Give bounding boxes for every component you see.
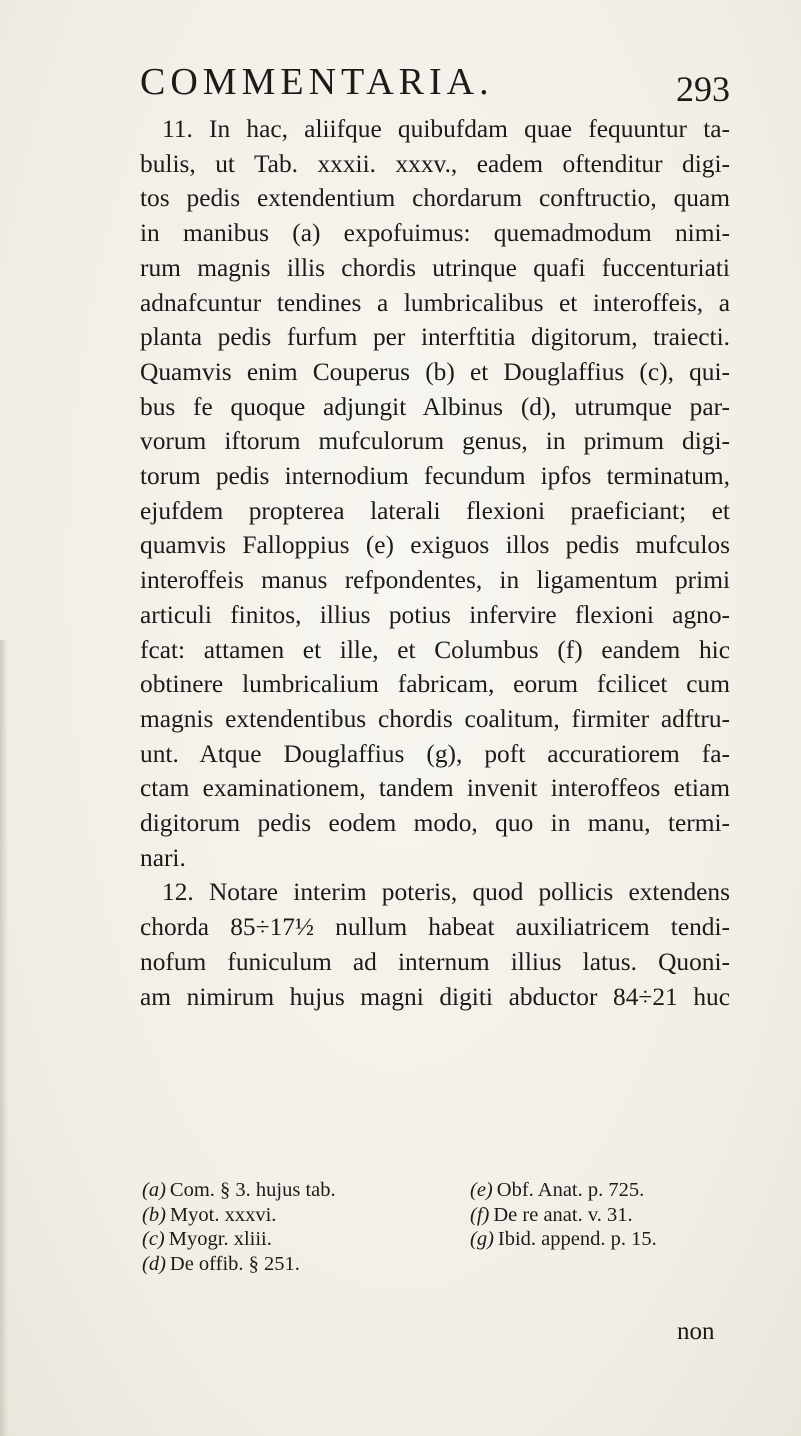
body-text bbox=[140, 112, 730, 1014]
footnote-mark: (g) bbox=[470, 1228, 494, 1250]
footnote bbox=[142, 1252, 392, 1277]
text-line: digitorum pedis eodem modo, quo in manu, termi- bbox=[140, 809, 730, 838]
footnote-text: Myot. xxxvi. bbox=[169, 1203, 277, 1226]
text-line: quamvis Falloppius (e) exiguos illos pedis mufculos bbox=[140, 531, 730, 560]
footnote-mark: (b) bbox=[142, 1203, 166, 1226]
footnote bbox=[142, 1227, 392, 1252]
footnote-text: Ibid. append. p. 15. bbox=[497, 1228, 657, 1250]
text-line: bulis, ut Tab. xxxii. xxxv., eadem oftenditur digi- bbox=[140, 149, 730, 178]
text-line: 12. Notare interim poteris, quod pollicis extendens bbox=[162, 878, 730, 907]
catchword: non bbox=[677, 1318, 715, 1345]
footnote bbox=[142, 1203, 392, 1228]
text-line: in manibus (a) expofuimus: quemadmodum nimi- bbox=[140, 219, 730, 248]
text-line: vorum iftorum mufculorum genus, in primum digi- bbox=[140, 427, 730, 456]
footnotes-right-column bbox=[470, 1178, 732, 1252]
page-edge-shadow bbox=[0, 640, 8, 1436]
text-line: adnafcuntur tendines a lumbricalibus et interoffeis, a bbox=[140, 288, 730, 317]
footnote bbox=[470, 1178, 732, 1203]
page-number: 293 bbox=[676, 69, 730, 109]
footnote-mark: (d) bbox=[142, 1252, 166, 1275]
text-line: planta pedis furfum per interftitia digitorum, traiecti. bbox=[140, 323, 730, 352]
text-line: unt. Atque Douglaffius (g), poft accuratiorem fa- bbox=[140, 739, 730, 768]
footnote-mark: (f) bbox=[470, 1203, 490, 1226]
paragraph-12 bbox=[140, 875, 730, 1014]
footnote bbox=[142, 1178, 392, 1203]
footnote-text: De offib. § 251. bbox=[169, 1252, 300, 1275]
text-line: ejufdem propterea laterali flexioni praeficiant; et bbox=[140, 496, 730, 525]
footnotes-left-column bbox=[142, 1178, 392, 1276]
text-line: tos pedis extendentium chordarum conftructio, quam bbox=[140, 184, 730, 213]
running-head: COMMENTARIA. bbox=[140, 61, 494, 103]
footnote bbox=[470, 1227, 732, 1252]
page-header bbox=[140, 60, 730, 116]
text-line: torum pedis internodium fecundum ipfos terminatum, bbox=[140, 462, 730, 491]
footnote-text: De re anat. v. 31. bbox=[493, 1203, 633, 1226]
footnote-text: Com. § 3. hujus tab. bbox=[169, 1179, 336, 1201]
text-line: nofum funiculum ad internum illius latus. Quoni- bbox=[140, 947, 730, 976]
text-line: rum magnis illis chordis utrinque quafi fuccenturiati bbox=[140, 253, 730, 282]
paragraph-11 bbox=[140, 112, 730, 875]
text-line: nari. bbox=[140, 843, 186, 872]
text-line: ctam examinationem, tandem invenit interoffeos etiam bbox=[140, 774, 730, 803]
footnote-text: Obf. Anat. p. 725. bbox=[496, 1179, 645, 1201]
footnote-text: Myogr. xliii. bbox=[168, 1228, 272, 1250]
footnote-mark: (e) bbox=[470, 1179, 493, 1201]
text-line: chorda 85÷17½ nullum habeat auxiliatricem tendi- bbox=[140, 913, 730, 942]
footnote bbox=[470, 1203, 732, 1228]
text-line: Quamvis enim Couperus (b) et Douglaffius (c), qui- bbox=[140, 357, 730, 386]
text-line: bus fe quoque adjungit Albinus (d), utrumque par- bbox=[140, 392, 730, 421]
text-line: am nimirum hujus magni digiti abductor 84÷21 huc bbox=[140, 982, 730, 1011]
footnote-mark: (a) bbox=[142, 1179, 166, 1201]
footnotes bbox=[142, 1178, 732, 1288]
text-line: fcat: attamen et ille, et Columbus (f) eandem hic bbox=[140, 635, 730, 664]
footnote-mark: (c) bbox=[142, 1228, 165, 1250]
text-line: obtinere lumbricalium fabricam, eorum fcilicet cum bbox=[140, 670, 730, 699]
text-line: articuli finitos, illius potius infervire flexioni agno- bbox=[140, 600, 730, 629]
text-line: magnis extendentibus chordis coalitum, firmiter adftru- bbox=[140, 704, 730, 733]
text-line: interoffeis manus refpondentes, in ligamentum primi bbox=[140, 566, 730, 595]
text-line: 11. In hac, aliifque quibufdam quae fequuntur ta- bbox=[162, 115, 730, 143]
